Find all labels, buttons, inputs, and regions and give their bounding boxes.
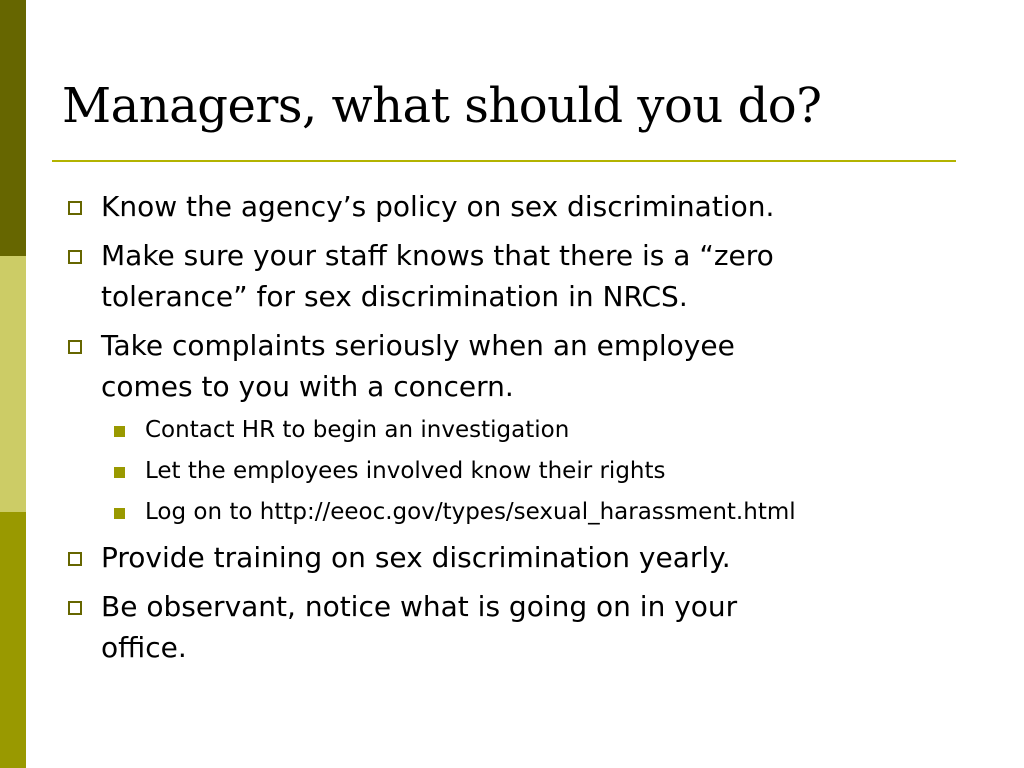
bullet-item bbox=[101, 586, 737, 668]
filled-square-icon bbox=[114, 508, 125, 519]
bullet-text-line: Let the employees involved know their rights bbox=[145, 458, 666, 484]
bullet-text-line: Log on to http://eeoc.gov/types/sexual_harassment.html bbox=[145, 499, 796, 525]
bullet-text-line: Take complaints seriously when an employee bbox=[101, 329, 735, 362]
bullet-text-line: Be observant, notice what is going on in your bbox=[101, 590, 738, 623]
hollow-square-icon bbox=[68, 601, 82, 615]
hollow-square-icon bbox=[68, 201, 82, 215]
bullet-item bbox=[101, 186, 774, 227]
hollow-square-icon bbox=[68, 552, 82, 566]
sidebar-segment-dark bbox=[0, 0, 26, 256]
title-divider bbox=[52, 160, 956, 162]
bullet-text-line: Contact HR to begin an investigation bbox=[145, 417, 570, 443]
bullet-text-line: tolerance” for sex discrimination in NRCS. bbox=[101, 280, 688, 313]
bullet-item bbox=[101, 235, 774, 317]
hollow-square-icon bbox=[68, 340, 82, 354]
sidebar-segment-mid bbox=[0, 512, 26, 768]
filled-square-icon bbox=[114, 467, 125, 478]
bullet-text-line: office. bbox=[101, 631, 187, 664]
sub-bullet-item bbox=[145, 496, 796, 528]
filled-square-icon bbox=[114, 426, 125, 437]
slide-title: Managers, what should you do? bbox=[62, 78, 822, 134]
sidebar-segment-light bbox=[0, 256, 26, 512]
bullet-text-line: Know the agency’s policy on sex discrimination. bbox=[101, 190, 775, 223]
bullet-item bbox=[101, 325, 735, 407]
bullet-item bbox=[101, 537, 731, 578]
sub-bullet-item bbox=[145, 455, 666, 487]
bullet-text-line: Make sure your staff knows that there is a “zero bbox=[101, 239, 774, 272]
hollow-square-icon bbox=[68, 250, 82, 264]
bullet-text-line: Provide training on sex discrimination yearly. bbox=[101, 541, 731, 574]
decorative-sidebar bbox=[0, 0, 26, 768]
bullet-text-line: comes to you with a concern. bbox=[101, 370, 514, 403]
sub-bullet-item bbox=[145, 414, 569, 446]
